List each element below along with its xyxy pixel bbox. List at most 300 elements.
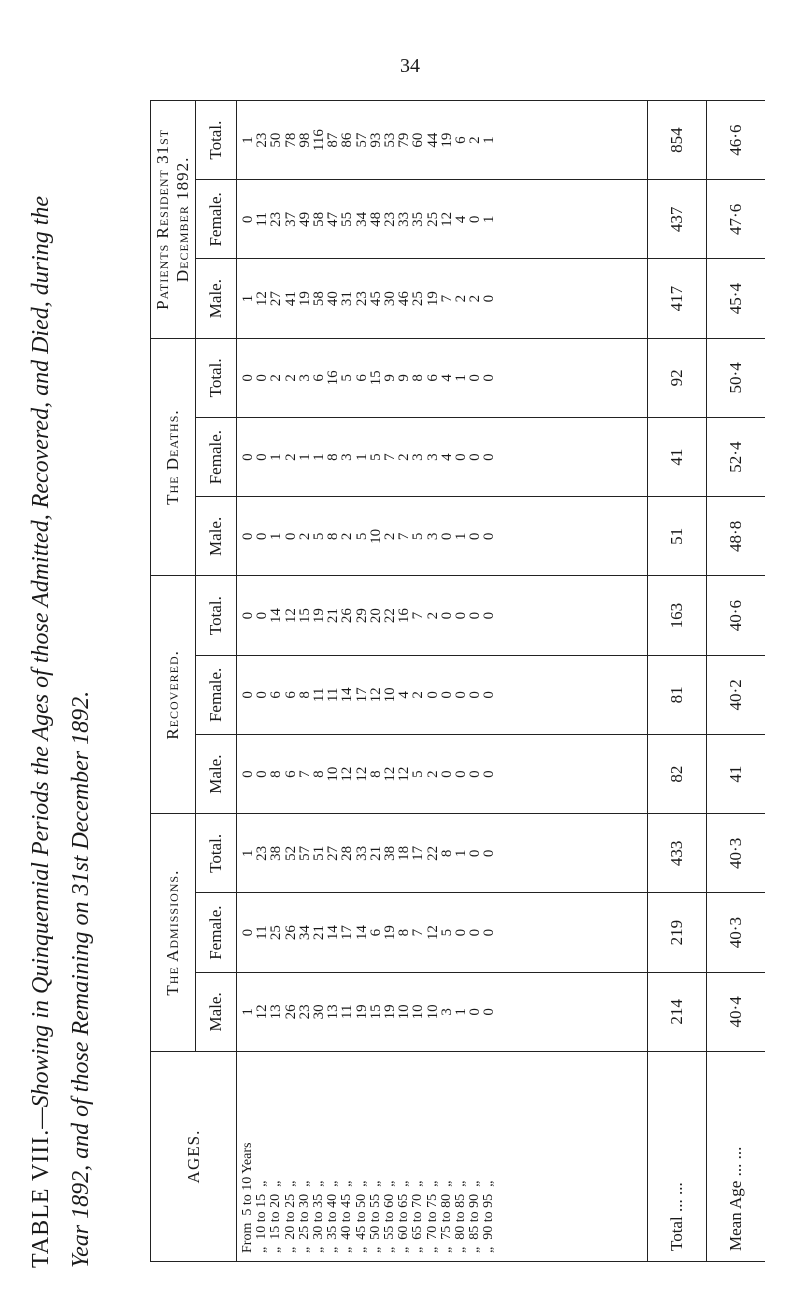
value-cell: 25 [268,925,285,941]
value-cell: 1 [240,136,256,144]
total-cell: 92 [648,338,707,417]
value-cell: 9 [396,374,413,382]
value-cell: 1 [481,136,498,144]
value-cell: 2 [467,294,484,303]
value-cell: 14 [268,608,285,624]
value-cell: 2 [282,453,299,461]
age-range: „ 10 to 15 „ [254,1180,270,1253]
value-cell: 3 [410,453,427,461]
sub-header-female: Female. [196,180,237,259]
resident-header: Patients Resident 31st December 1892. [151,101,196,339]
value-cell: 19 [424,291,441,307]
value-cell: 0 [481,532,498,541]
value-cell: 12 [339,766,356,782]
value-cell: 23 [382,211,399,227]
value-cell: 8 [296,691,313,699]
total-label: Total ... ... [648,1052,707,1262]
title-text-1: —Showing in Quinquennial Periods the Ages of those Admitted, Recovered, and Died, during the [28,195,54,1129]
value-cell: 19 [296,291,313,307]
value-cell: 4 [453,215,470,224]
mean-age-row [707,101,766,1262]
total-cell: 41 [648,418,707,497]
value-cell: 0 [240,453,256,461]
sub-header-female: Female. [196,655,237,734]
value-cell: 8 [325,453,342,461]
value-cell: 0 [453,928,470,937]
value-cell: 9 [382,374,399,382]
value-cell: 38 [382,845,399,861]
value-cell: 13 [325,1004,342,1020]
value-cell: 17 [353,687,370,703]
value-cell: 33 [353,845,370,861]
age-ranges-cell [237,1052,648,1262]
value-cell: 2 [410,691,427,699]
age-range: „ 90 to 95 „ [481,1180,497,1253]
value-cell: 48 [367,211,384,227]
value-cell: 3 [438,1008,455,1016]
deaths-header: The Deaths. [151,338,196,576]
value-cell: 10 [325,766,342,782]
value-cell: 0 [481,453,498,461]
value-cell: 0 [481,691,498,699]
value-cell: 2 [382,532,399,541]
value-cell: 23 [254,132,271,148]
value-cell: 52 [282,845,299,861]
value-cell: 0 [467,770,484,778]
value-cell: 6 [282,770,299,778]
value-cell: 5 [410,770,427,778]
value-cell: 5 [367,453,384,461]
admissions-total-column [237,814,648,893]
value-cell: 10 [367,528,384,544]
value-cell: 87 [325,132,342,148]
value-cell: 49 [296,211,313,227]
value-cell: 14 [353,925,370,941]
value-cell: 17 [339,925,356,941]
value-cell: 1 [453,849,470,858]
value-cell: 6 [268,691,285,699]
value-cell: 15 [367,1004,384,1020]
value-cell: 8 [396,928,413,937]
value-cell: 5 [353,532,370,541]
value-cell: 4 [438,453,455,461]
value-cell: 0 [254,611,271,620]
value-cell: 0 [467,374,484,382]
value-cell: 7 [382,453,399,461]
value-cell: 0 [481,928,498,937]
value-cell: 10 [410,1004,427,1020]
total-cell: 81 [648,655,707,734]
value-cell: 2 [268,374,285,382]
value-cell: 1 [240,1008,256,1016]
value-cell: 116 [311,129,328,152]
value-cell: 19 [382,925,399,941]
value-cell: 19 [382,1004,399,1020]
value-cell: 10 [382,687,399,703]
value-cell: 23 [268,211,285,227]
value-cell: 34 [296,925,313,941]
value-cell: 47 [325,211,342,227]
value-cell: 7 [296,770,313,778]
age-range: „ 50 to 55 „ [367,1180,383,1253]
value-cell: 7 [410,928,427,937]
deaths-total-column [237,338,648,417]
value-cell: 0 [240,374,256,382]
value-cell: 12 [282,608,299,624]
recovered-male-column [237,735,648,814]
admissions-male-column [237,972,648,1051]
age-range: „ 80 to 85 „ [453,1180,469,1253]
value-cell: 2 [396,453,413,461]
value-cell: 28 [339,845,356,861]
value-cell: 12 [254,291,271,307]
value-cell: 16 [396,608,413,624]
value-cell: 12 [438,211,455,227]
value-cell: 51 [311,845,328,861]
value-cell: 2 [339,532,356,541]
value-cell: 1 [296,453,313,461]
value-cell: 0 [467,691,484,699]
value-cell: 0 [240,532,256,541]
value-cell: 25 [424,211,441,227]
value-cell: 2 [467,136,484,144]
recovered-female-column [237,655,648,734]
value-cell: 35 [410,211,427,227]
value-cell: 0 [467,1008,484,1016]
value-cell: 6 [353,374,370,382]
value-cell: 2 [296,532,313,541]
value-cell: 41 [282,291,299,307]
title-line-1 [28,196,55,1268]
age-range: „ 60 to 65 „ [396,1180,412,1253]
value-cell: 45 [367,291,384,307]
value-cell: 2 [424,611,441,620]
value-cell: 50 [268,132,285,148]
value-cell: 4 [396,691,413,699]
value-cell: 15 [367,370,384,386]
value-cell: 0 [481,770,498,778]
value-cell: 12 [353,766,370,782]
value-cell: 21 [325,608,342,624]
value-cell: 0 [453,611,470,620]
total-cell: 417 [648,259,707,338]
value-cell: 58 [311,211,328,227]
value-cell: 0 [254,691,271,699]
value-cell: 0 [467,532,484,541]
value-cell: 21 [311,925,328,941]
value-cell: 11 [325,687,342,703]
value-cell: 46 [396,291,413,307]
value-cell: 19 [311,608,328,624]
value-cell: 0 [467,928,484,937]
value-cell: 1 [453,1008,470,1016]
value-cell: 0 [481,849,498,858]
value-cell: 0 [453,453,470,461]
value-cell: 79 [396,132,413,148]
value-cell: 11 [254,925,271,940]
value-cell: 44 [424,132,441,148]
value-cell: 11 [254,212,271,227]
mean-cell: 40·6 [707,576,766,655]
age-range: „ 85 to 90 „ [467,1180,483,1253]
value-cell: 33 [396,211,413,227]
table-title [0,0,140,1296]
value-cell: 6 [282,691,299,699]
mean-cell: 40·4 [707,972,766,1051]
value-cell: 93 [367,132,384,148]
admissions-header: The Admissions. [151,814,196,1052]
value-cell: 0 [467,215,484,224]
total-row [648,101,707,1262]
title-line-2: Year 1892, and of those Remaining on 31st December 1892. [68,690,94,1268]
value-cell: 0 [481,611,498,620]
value-cell: 19 [438,132,455,148]
value-cell: 57 [353,132,370,148]
value-cell: 3 [424,453,441,461]
value-cell: 8 [367,770,384,778]
value-cell: 12 [254,1004,271,1020]
sub-header-male: Male. [196,259,237,338]
admissions-female-column [237,893,648,972]
value-cell: 29 [353,608,370,624]
age-range: „ 45 to 50 „ [353,1180,369,1253]
value-cell: 23 [254,845,271,861]
value-cell: 0 [240,611,256,620]
value-cell: 3 [424,532,441,541]
page-number: 34 [400,55,420,77]
value-cell: 3 [339,453,356,461]
mean-cell: 46·6 [707,101,766,180]
age-range: „ 65 to 70 „ [410,1180,426,1253]
age-range: „ 15 to 20 „ [268,1180,284,1253]
value-cell: 86 [339,132,356,148]
value-cell: 58 [311,291,328,307]
value-cell: 3 [296,374,313,382]
value-cell: 1 [453,374,470,382]
value-cell: 12 [396,766,413,782]
age-range: „ 25 to 30 „ [296,1180,312,1253]
value-cell: 12 [382,766,399,782]
value-cell: 4 [438,374,455,382]
value-cell: 0 [467,611,484,620]
total-cell: 437 [648,180,707,259]
value-cell: 1 [240,294,256,303]
value-cell: 25 [410,291,427,307]
body-row [237,101,648,1262]
value-cell: 0 [240,691,256,699]
resident-female-column [237,180,648,259]
mean-cell: 41 [707,735,766,814]
value-cell: 22 [382,608,399,624]
value-cell: 11 [339,1004,356,1020]
value-cell: 0 [453,691,470,699]
age-range: „ 20 to 25 „ [282,1180,298,1253]
value-cell: 98 [296,132,313,148]
value-cell: 11 [311,687,328,703]
total-cell: 214 [648,972,707,1051]
value-cell: 55 [339,211,356,227]
value-cell: 0 [424,691,441,699]
value-cell: 0 [481,294,498,303]
sub-header-total: Total. [196,814,237,893]
total-cell: 82 [648,735,707,814]
total-cell: 51 [648,497,707,576]
value-cell: 8 [325,532,342,541]
deaths-female-column [237,418,648,497]
value-cell: 18 [396,845,413,861]
value-cell: 5 [339,374,356,382]
value-cell: 0 [438,532,455,541]
value-cell: 14 [325,925,342,941]
mean-cell: 40·3 [707,893,766,972]
value-cell: 22 [424,845,441,861]
value-cell: 0 [438,691,455,699]
value-cell: 26 [282,1004,299,1020]
value-cell: 0 [453,770,470,778]
sub-header-male: Male. [196,972,237,1051]
value-cell: 20 [367,608,384,624]
total-cell: 854 [648,101,707,180]
value-cell: 5 [438,928,455,937]
value-cell: 1 [311,453,328,461]
value-cell: 23 [296,1004,313,1020]
value-cell: 0 [438,770,455,778]
age-range: „ 55 to 60 „ [382,1180,398,1253]
value-cell: 12 [424,925,441,941]
value-cell: 2 [282,374,299,382]
sub-header-male: Male. [196,497,237,576]
value-cell: 0 [240,928,256,937]
sub-header-female: Female. [196,418,237,497]
value-cell: 0 [254,532,271,541]
mean-cell: 48·8 [707,497,766,576]
value-cell: 0 [467,453,484,461]
value-cell: 7 [396,532,413,541]
value-cell: 57 [296,845,313,861]
age-range: „ 40 to 45 „ [339,1180,355,1253]
age-range: „ 70 to 75 „ [424,1180,440,1253]
value-cell: 1 [268,532,285,541]
value-cell: 5 [410,532,427,541]
value-cell: 7 [438,294,455,303]
value-cell: 27 [325,845,342,861]
mean-cell: 45·4 [707,259,766,338]
mean-age-label: Mean Age ... ... [707,1052,766,1262]
value-cell: 1 [481,215,498,224]
value-cell: 2 [453,294,470,303]
value-cell: 0 [254,374,271,382]
value-cell: 0 [240,770,256,778]
value-cell: 0 [481,374,498,382]
sub-header-female: Female. [196,893,237,972]
value-cell: 0 [481,1008,498,1016]
mean-cell: 52·4 [707,418,766,497]
value-cell: 8 [438,849,455,858]
value-cell: 1 [453,532,470,541]
value-cell: 13 [268,1004,285,1020]
value-cell: 10 [396,1004,413,1020]
sub-header-male: Male. [196,735,237,814]
value-cell: 7 [410,611,427,620]
resident-total-column [237,101,648,180]
value-cell: 6 [453,136,470,144]
value-cell: 37 [282,211,299,227]
age-range: From 5 to 10 Years [240,1142,255,1253]
value-cell: 26 [282,925,299,941]
value-cell: 6 [424,374,441,382]
value-cell: 0 [467,849,484,858]
value-cell: 34 [353,211,370,227]
title-table-number: TABLE VIII. [28,1128,54,1268]
mean-cell: 50·4 [707,338,766,417]
value-cell: 1 [240,849,256,858]
ages-table [150,100,765,1262]
recovered-total-column [237,576,648,655]
value-cell: 30 [382,291,399,307]
value-cell: 6 [311,374,328,382]
deaths-male-column [237,497,648,576]
value-cell: 14 [339,687,356,703]
value-cell: 8 [410,374,427,382]
value-cell: 5 [311,532,328,541]
age-range: „ 35 to 40 „ [325,1180,341,1253]
value-cell: 1 [353,453,370,461]
value-cell: 38 [268,845,285,861]
mean-cell: 40·3 [707,814,766,893]
value-cell: 8 [311,770,328,778]
sub-header-total: Total. [196,338,237,417]
mean-cell: 40·2 [707,655,766,734]
value-cell: 0 [282,532,299,541]
value-cell: 10 [424,1004,441,1020]
value-cell: 30 [311,1004,328,1020]
ages-header: AGES. [151,1052,237,1262]
value-cell: 31 [339,291,356,307]
recovered-header: Recovered. [151,576,196,814]
age-range: „ 30 to 35 „ [311,1180,327,1253]
value-cell: 16 [325,370,342,386]
value-cell: 0 [254,770,271,778]
value-cell: 2 [424,770,441,778]
value-cell: 23 [353,291,370,307]
value-cell: 8 [268,770,285,778]
value-cell: 6 [367,928,384,937]
value-cell: 0 [438,611,455,620]
data-table-wrapper [150,100,765,1262]
value-cell: 15 [296,608,313,624]
value-cell: 19 [353,1004,370,1020]
total-cell: 433 [648,814,707,893]
sub-header-total: Total. [196,576,237,655]
value-cell: 27 [268,291,285,307]
value-cell: 40 [325,291,342,307]
resident-male-column [237,259,648,338]
age-range: „ 75 to 80 „ [438,1180,454,1253]
value-cell: 0 [240,215,256,224]
value-cell: 53 [382,132,399,148]
value-cell: 21 [367,845,384,861]
total-cell: 163 [648,576,707,655]
value-cell: 1 [268,453,285,461]
value-cell: 12 [367,687,384,703]
value-cell: 0 [254,453,271,461]
total-cell: 219 [648,893,707,972]
value-cell: 60 [410,132,427,148]
value-cell: 17 [410,845,427,861]
value-cell: 26 [339,608,356,624]
sub-header-total: Total. [196,101,237,180]
mean-cell: 47·6 [707,180,766,259]
